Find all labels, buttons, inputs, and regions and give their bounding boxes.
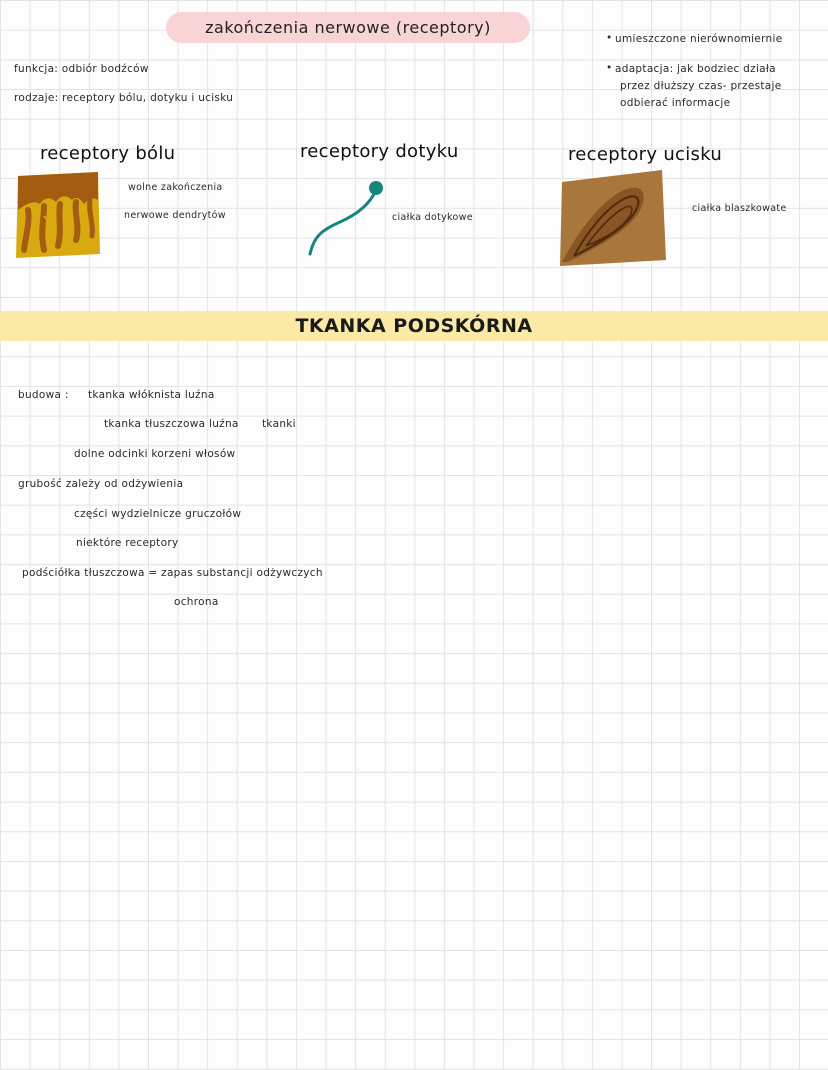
- section-title: TKANKA PODSKÓRNA: [295, 315, 533, 337]
- heading-pressure-receptors: receptory ucisku: [568, 144, 723, 165]
- structure-label: budowa :: [18, 389, 69, 401]
- structure-line-3: dolne odcinki korzeni włosów: [74, 448, 236, 460]
- bullet-distribution: • umieszczone nierównomiernie: [615, 33, 782, 45]
- heading-touch-receptors: receptory dotyku: [300, 141, 459, 162]
- types-note: rodzaje: receptory bólu, dotyku i ucisku: [14, 92, 234, 104]
- pressure-receptor-illustration: [556, 166, 668, 268]
- touch-label: ciałka dotykowe: [392, 212, 473, 223]
- page-title-text: zakończenia nerwowe (receptory): [205, 18, 491, 37]
- page-title: [166, 12, 530, 43]
- structure-line-2-side: tkanki: [262, 418, 296, 430]
- heading-pain-receptors: receptory bólu: [40, 143, 176, 164]
- touch-receptor-illustration: [300, 174, 392, 258]
- structure-line-1: tkanka włóknista luźna: [88, 389, 215, 401]
- pain-receptor-illustration: [14, 170, 102, 262]
- structure-line-6: niektóre receptory: [76, 537, 179, 549]
- bullet-adaptation-3: odbierać informacje: [620, 97, 731, 109]
- bullet-adaptation-1: • adaptacja: jak bodziec działa: [615, 63, 776, 75]
- pain-label-2: nerwowe dendrytów: [124, 210, 226, 221]
- pain-label-1: wolne zakończenia: [128, 182, 223, 193]
- structure-line-2: tkanka tłuszczowa luźna: [104, 418, 239, 430]
- bullet-adaptation-2: przez dłuższy czas- przestaje: [620, 80, 782, 92]
- section-band-subcutaneous: [0, 311, 828, 341]
- structure-line-8: ochrona: [174, 596, 219, 608]
- function-note: funkcja: odbiór bodźców: [14, 63, 149, 75]
- pressure-label: ciałka blaszkowate: [692, 203, 787, 214]
- structure-line-7: podściółka tłuszczowa = zapas substancji odżywczych: [22, 567, 323, 579]
- structure-line-5: części wydzielnicze gruczołów: [74, 508, 242, 520]
- structure-line-4: grubość zależy od odżywienia: [18, 478, 184, 490]
